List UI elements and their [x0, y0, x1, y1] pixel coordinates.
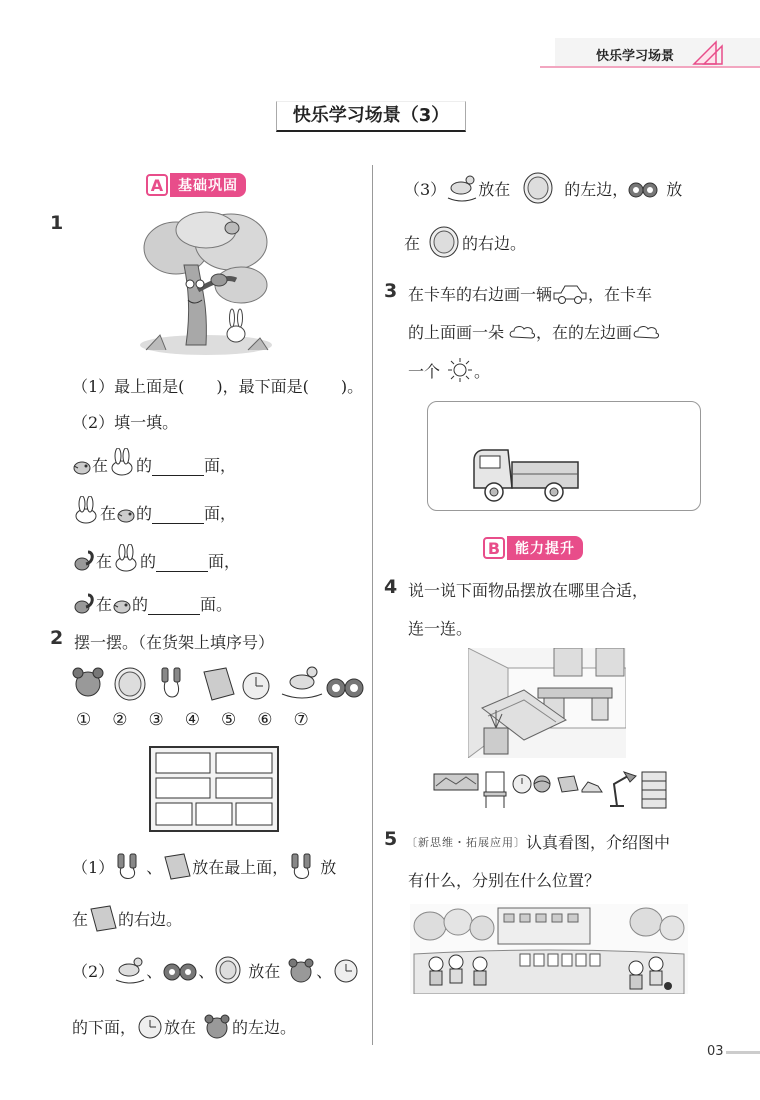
badge-text: 能力提升	[507, 536, 583, 560]
badge-advanced	[483, 537, 583, 559]
item-number: ⑦	[293, 710, 309, 730]
bear-icon	[202, 1012, 232, 1040]
bird-icon	[72, 458, 92, 476]
q2-part1-line2	[72, 904, 182, 932]
tambourine-icon	[214, 956, 242, 984]
rocking-horse-icon	[446, 174, 478, 202]
text: 在	[404, 233, 421, 253]
q2-part3-line2	[404, 226, 526, 258]
column-divider	[372, 165, 373, 1045]
books-icon	[558, 776, 578, 792]
q5-line2: 有什么，分别在什么位置？	[408, 871, 601, 890]
bear-icon	[73, 668, 103, 696]
binoculars-icon	[327, 679, 363, 697]
shoes-icon	[582, 782, 602, 792]
text: ，在卡车	[588, 285, 653, 304]
cloud-icon	[632, 323, 660, 341]
jump-rope-icon	[114, 852, 146, 880]
answer-blank[interactable]	[152, 459, 204, 476]
part-label: （3）	[404, 179, 447, 199]
truck-illustration	[470, 444, 582, 504]
fill-text: 面，	[208, 552, 241, 571]
alarm-clock-icon	[243, 673, 269, 699]
part-label: （1）	[72, 857, 115, 877]
alarm-clock-icon	[513, 775, 531, 793]
text: 的上面画一朵	[408, 323, 505, 342]
binoculars-icon	[628, 177, 658, 199]
q4-line1: 说一说下面物品摆放在哪里合适，	[408, 581, 649, 600]
q3-line1	[408, 282, 652, 305]
item-number: ⑤	[221, 710, 237, 730]
fill-text: 在	[96, 552, 113, 571]
squirrel-icon	[72, 593, 96, 615]
q2-part2-line2	[72, 1012, 296, 1040]
alarm-clock-icon	[332, 956, 360, 984]
q3-line3	[408, 358, 490, 382]
fill-text: 面，	[204, 456, 237, 475]
book-icon	[162, 852, 192, 880]
fill-text: 面，	[204, 504, 237, 523]
cabinet-icon	[642, 772, 666, 808]
q1-part2-text: （2）填一填。	[72, 413, 179, 432]
q4-line2: 连一连。	[408, 619, 473, 638]
rocking-horse-icon	[114, 956, 146, 984]
item-number: ⑥	[257, 710, 273, 730]
objects-row-illustration[interactable]	[432, 768, 670, 810]
item-number: ③	[148, 710, 164, 730]
header-rule	[540, 66, 760, 68]
fill-text: 在	[92, 456, 109, 475]
fill-row-2	[72, 496, 236, 524]
text: 放	[666, 179, 683, 199]
q2-part2-line1	[72, 956, 360, 984]
badge-basic	[146, 174, 246, 196]
question-number-4: 4	[384, 576, 398, 598]
separator: 、	[146, 857, 163, 877]
binoculars-icon	[162, 958, 198, 982]
section-label: 快乐学习场景	[596, 49, 675, 64]
text: 的左边画	[568, 323, 633, 342]
text: 的左边，	[564, 179, 629, 199]
q5-line1	[406, 830, 670, 853]
car-icon	[552, 283, 588, 305]
text: 放	[320, 857, 337, 877]
items-row-illustration	[70, 664, 370, 704]
sun-icon	[446, 358, 474, 382]
park-scene-illustration	[410, 904, 688, 994]
separator: 、	[316, 961, 333, 981]
fill-text: 在	[96, 595, 113, 614]
q1-part1-text: （1）最上面是( )，最下面是( )。	[72, 377, 364, 396]
text: 在	[72, 909, 89, 929]
room-illustration	[468, 648, 626, 758]
chair-icon	[484, 772, 506, 808]
cloud-icon	[508, 323, 536, 341]
fill-text: 的	[132, 595, 149, 614]
question-number-1: 1	[50, 212, 64, 234]
text: 一个	[408, 361, 441, 381]
bird-icon	[116, 506, 136, 524]
question-tag: 〔新思维・拓展应用〕	[406, 835, 526, 849]
text: 放在最上面，	[192, 857, 289, 877]
jump-rope-icon	[288, 852, 320, 880]
tree-scene-illustration	[136, 210, 276, 356]
badge-letter: B	[483, 537, 505, 559]
ruler-icon	[692, 40, 726, 66]
part-label: （2）	[72, 961, 115, 981]
text: 认真看图，介绍图中	[526, 833, 671, 852]
rabbit-icon	[108, 448, 136, 476]
text: 的左边。	[232, 1017, 297, 1037]
text: 在卡车的右边画一辆	[408, 285, 553, 304]
q2-text: 摆一摆。（在货架上填序号）	[74, 633, 275, 652]
fill-text: 的	[136, 456, 153, 475]
fill-row-4	[72, 592, 232, 615]
question-number-3: 3	[384, 280, 398, 302]
tambourine-icon	[115, 668, 145, 700]
badge-text: 基础巩固	[170, 173, 246, 197]
rabbit-icon	[112, 544, 140, 572]
text: 的右边。	[118, 909, 183, 929]
jump-rope-icon	[162, 668, 180, 697]
rocking-horse-icon	[282, 667, 322, 698]
squirrel-icon	[72, 550, 96, 572]
q2-part3-line1	[404, 172, 682, 204]
fill-text: 的	[136, 504, 153, 523]
item-number: ①	[76, 710, 92, 730]
alarm-clock-icon	[136, 1012, 164, 1040]
tambourine-icon	[426, 226, 462, 258]
painting-icon	[434, 774, 478, 790]
shelf-illustration[interactable]	[146, 745, 284, 835]
book-icon	[204, 668, 234, 700]
badge-letter: A	[146, 174, 168, 196]
fill-row-3	[72, 544, 240, 572]
text: ，在	[536, 323, 569, 342]
fill-text: 在	[100, 504, 117, 523]
q3-line2	[408, 320, 660, 343]
question-number-2: 2	[50, 627, 64, 649]
page-title: 快乐学习场景（3）	[276, 101, 466, 132]
item-numbers	[76, 710, 309, 730]
item-number: ②	[112, 710, 128, 730]
separator: 、	[146, 961, 163, 981]
text: 的右边。	[462, 233, 527, 253]
q2-part1-line1	[72, 852, 336, 880]
bear-icon	[286, 956, 316, 984]
ball-icon	[534, 776, 550, 792]
separator: 、	[198, 961, 215, 981]
fill-text: 面。	[200, 595, 233, 614]
text: 。	[474, 361, 491, 381]
rabbit-icon	[72, 496, 100, 524]
page-number-bar	[726, 1051, 760, 1054]
question-number-5: 5	[384, 828, 398, 850]
page-number: 03	[707, 1044, 724, 1059]
answer-blank[interactable]	[156, 555, 208, 572]
answer-blank[interactable]	[148, 598, 200, 615]
text: 放在	[248, 961, 281, 981]
fill-text: 的	[140, 552, 157, 571]
book-icon	[88, 904, 118, 932]
desk-lamp-icon	[610, 772, 636, 806]
bird-icon	[112, 597, 132, 615]
text: 放在	[478, 179, 511, 199]
item-number: ④	[184, 710, 200, 730]
text: 放在	[164, 1017, 197, 1037]
fill-row-1	[72, 448, 236, 476]
answer-blank[interactable]	[152, 507, 204, 524]
tambourine-icon	[520, 172, 556, 204]
text: 的下面，	[72, 1017, 137, 1037]
